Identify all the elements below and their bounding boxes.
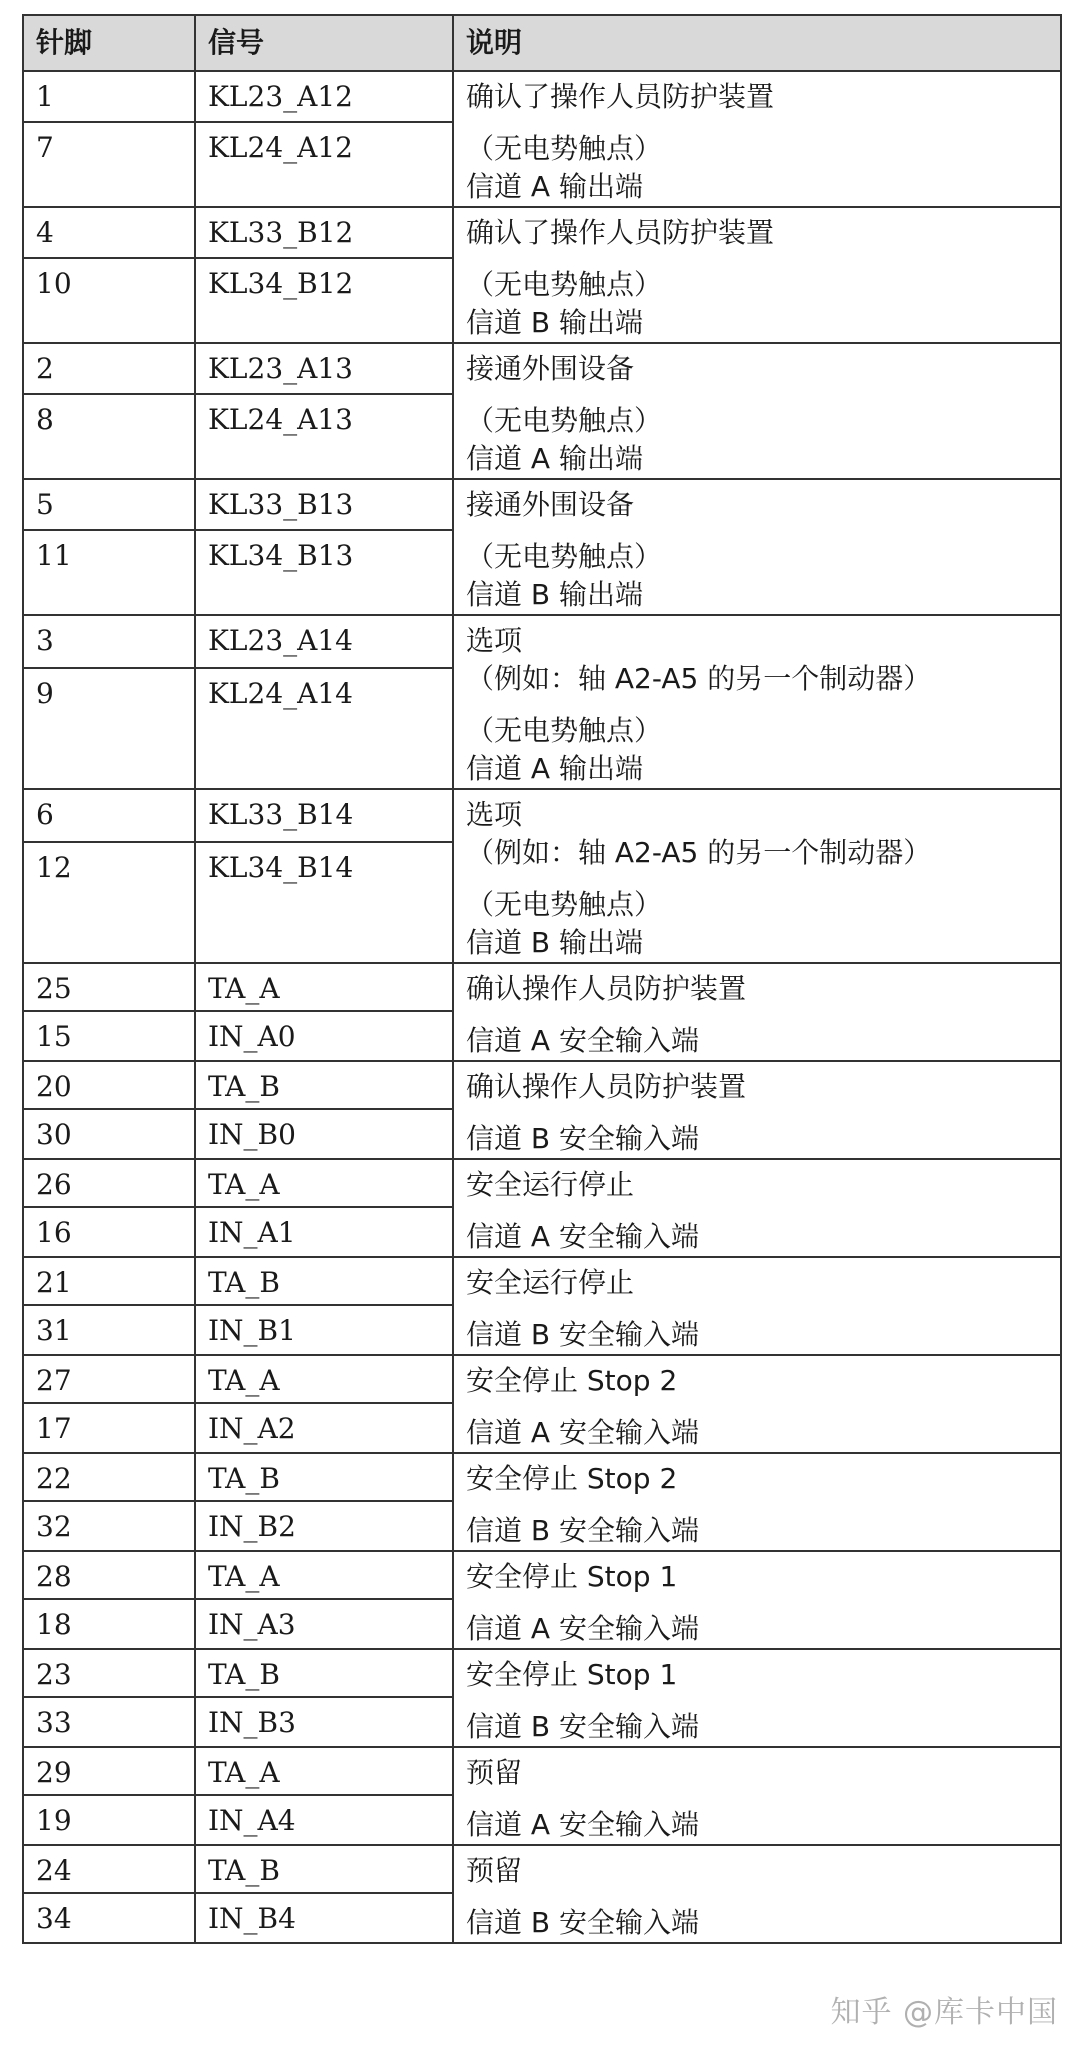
- pin-table: [22, 14, 1062, 1944]
- description-cell: [453, 1257, 1061, 1355]
- description-cell: [453, 343, 1061, 479]
- signal-cell: IN_B1: [195, 1305, 453, 1355]
- pin-table-body: [23, 71, 1061, 1943]
- signal-cell: KL33_B14: [195, 789, 453, 842]
- description-line: （无电势触点）: [466, 888, 663, 921]
- description-line: （例如：轴 A2-A5 的另一个制动器）: [466, 662, 932, 695]
- description-line: 接通外围设备: [466, 352, 635, 385]
- table-row: [23, 1453, 1061, 1501]
- table-row: [23, 1551, 1061, 1599]
- signal-cell: KL33_B12: [195, 207, 453, 258]
- description-line: （无电势触点）: [466, 132, 663, 165]
- table-row: [23, 71, 1061, 122]
- pin-cell: 28: [23, 1551, 195, 1599]
- description-line: 信道 A 安全输入端: [466, 1220, 699, 1253]
- pin-cell: 20: [23, 1061, 195, 1109]
- pin-cell: 4: [23, 207, 195, 258]
- description-gap: [466, 1302, 1048, 1316]
- description-line: 预留: [466, 1854, 523, 1887]
- description-cell: [453, 1845, 1061, 1943]
- description-gap: [466, 1400, 1048, 1414]
- description-cell: [453, 207, 1061, 343]
- signal-cell: IN_A0: [195, 1011, 453, 1061]
- pin-cell: 1: [23, 71, 195, 122]
- signal-cell: IN_B4: [195, 1893, 453, 1943]
- pin-cell: 10: [23, 258, 195, 343]
- pin-cell: 25: [23, 963, 195, 1011]
- table-row: [23, 615, 1061, 668]
- description-line: 预留: [466, 1756, 523, 1789]
- description-line: 信道 B 输出端: [466, 306, 644, 339]
- description-cell: [453, 479, 1061, 615]
- description-line: 信道 B 输出端: [466, 926, 644, 959]
- signal-cell: KL34_B14: [195, 842, 453, 963]
- description-line: 确认操作人员防护装置: [466, 1070, 747, 1103]
- pin-cell: 17: [23, 1403, 195, 1453]
- description-cell: [453, 1159, 1061, 1257]
- signal-cell: KL24_A13: [195, 394, 453, 479]
- pin-cell: 24: [23, 1845, 195, 1893]
- description-gap: [466, 524, 1048, 538]
- pin-cell: 23: [23, 1649, 195, 1697]
- pin-cell: 27: [23, 1355, 195, 1403]
- pin-cell: 30: [23, 1109, 195, 1159]
- description-line: 信道 A 安全输入端: [466, 1612, 699, 1645]
- signal-cell: TA_A: [195, 963, 453, 1011]
- description-gap: [466, 388, 1048, 402]
- pin-cell: 15: [23, 1011, 195, 1061]
- description-gap: [466, 1792, 1048, 1806]
- description-gap: [466, 872, 1048, 886]
- description-line: 信道 A 安全输入端: [466, 1808, 699, 1841]
- pin-cell: 19: [23, 1795, 195, 1845]
- description-line: 信道 A 安全输入端: [466, 1416, 699, 1449]
- description-gap: [466, 1204, 1048, 1218]
- pin-cell: 26: [23, 1159, 195, 1207]
- description-gap: [466, 1106, 1048, 1120]
- description-cell: [453, 1061, 1061, 1159]
- description-line: 信道 A 输出端: [466, 170, 643, 203]
- pin-cell: 33: [23, 1697, 195, 1747]
- description-cell: [453, 1747, 1061, 1845]
- description-line: 信道 B 安全输入端: [466, 1514, 700, 1547]
- table-row: [23, 1257, 1061, 1305]
- pin-cell: 5: [23, 479, 195, 530]
- description-line: （无电势触点）: [466, 714, 663, 747]
- description-cell: [453, 1649, 1061, 1747]
- description-line: 安全停止 Stop 1: [466, 1658, 678, 1691]
- table-row: [23, 1747, 1061, 1795]
- description-gap: [466, 1694, 1048, 1708]
- description-line: （无电势触点）: [466, 268, 663, 301]
- description-gap: [466, 116, 1048, 130]
- description-line: 信道 A 安全输入端: [466, 1024, 699, 1057]
- description-cell: [453, 615, 1061, 789]
- pin-cell: 12: [23, 842, 195, 963]
- description-line: 信道 A 输出端: [466, 442, 643, 475]
- header-description: 说明: [453, 15, 1061, 71]
- description-line: 选项: [466, 798, 523, 831]
- signal-cell: TA_B: [195, 1649, 453, 1697]
- description-line: 选项: [466, 624, 523, 657]
- description-line: 确认了操作人员防护装置: [466, 216, 775, 249]
- table-row: [23, 479, 1061, 530]
- header-signal: 信号: [195, 15, 453, 71]
- pin-cell: 7: [23, 122, 195, 207]
- signal-cell: TA_A: [195, 1747, 453, 1795]
- table-row: [23, 1159, 1061, 1207]
- signal-cell: IN_A3: [195, 1599, 453, 1649]
- description-line: 确认操作人员防护装置: [466, 972, 747, 1005]
- pin-cell: 8: [23, 394, 195, 479]
- description-line: （无电势触点）: [466, 540, 663, 573]
- description-line: 确认了操作人员防护装置: [466, 80, 775, 113]
- table-row: [23, 207, 1061, 258]
- signal-cell: TA_B: [195, 1061, 453, 1109]
- signal-cell: KL23_A12: [195, 71, 453, 122]
- description-line: 安全停止 Stop 2: [466, 1364, 678, 1397]
- table-row: [23, 1355, 1061, 1403]
- table-row: [23, 1061, 1061, 1109]
- signal-cell: IN_A2: [195, 1403, 453, 1453]
- pin-cell: 11: [23, 530, 195, 615]
- signal-cell: TA_A: [195, 1355, 453, 1403]
- signal-cell: TA_B: [195, 1453, 453, 1501]
- description-line: 信道 B 安全输入端: [466, 1710, 700, 1743]
- signal-cell: KL24_A14: [195, 668, 453, 789]
- description-line: （无电势触点）: [466, 404, 663, 437]
- watermark: 知乎 @库卡中国: [830, 1995, 1058, 2030]
- header-pin: 针脚: [23, 15, 195, 71]
- pin-cell: 21: [23, 1257, 195, 1305]
- pin-cell: 6: [23, 789, 195, 842]
- pin-cell: 9: [23, 668, 195, 789]
- description-cell: [453, 71, 1061, 207]
- signal-cell: KL34_B13: [195, 530, 453, 615]
- signal-cell: KL33_B13: [195, 479, 453, 530]
- description-line: 安全停止 Stop 2: [466, 1462, 678, 1495]
- pin-cell: 34: [23, 1893, 195, 1943]
- pin-cell: 3: [23, 615, 195, 668]
- description-line: 安全运行停止: [466, 1266, 635, 1299]
- signal-cell: TA_B: [195, 1257, 453, 1305]
- signal-cell: IN_B3: [195, 1697, 453, 1747]
- pin-cell: 31: [23, 1305, 195, 1355]
- signal-cell: KL23_A14: [195, 615, 453, 668]
- description-cell: [453, 1551, 1061, 1649]
- description-cell: [453, 963, 1061, 1061]
- description-cell: [453, 1355, 1061, 1453]
- description-line: （例如：轴 A2-A5 的另一个制动器）: [466, 836, 932, 869]
- pin-cell: 16: [23, 1207, 195, 1257]
- pin-cell: 32: [23, 1501, 195, 1551]
- description-line: 信道 B 安全输入端: [466, 1122, 700, 1155]
- pin-cell: 29: [23, 1747, 195, 1795]
- description-gap: [466, 698, 1048, 712]
- description-line: 接通外围设备: [466, 488, 635, 521]
- table-row: [23, 1845, 1061, 1893]
- description-line: 信道 B 安全输入端: [466, 1318, 700, 1351]
- description-cell: [453, 789, 1061, 963]
- pin-cell: 2: [23, 343, 195, 394]
- signal-cell: IN_A1: [195, 1207, 453, 1257]
- table-row: [23, 963, 1061, 1011]
- description-gap: [466, 252, 1048, 266]
- table-row: [23, 343, 1061, 394]
- pin-cell: 18: [23, 1599, 195, 1649]
- signal-cell: KL24_A12: [195, 122, 453, 207]
- signal-cell: IN_A4: [195, 1795, 453, 1845]
- pin-cell: 22: [23, 1453, 195, 1501]
- signal-cell: KL23_A13: [195, 343, 453, 394]
- description-gap: [466, 1890, 1048, 1904]
- description-gap: [466, 1498, 1048, 1512]
- description-line: 安全停止 Stop 1: [466, 1560, 678, 1593]
- description-line: 信道 B 输出端: [466, 578, 644, 611]
- signal-cell: IN_B2: [195, 1501, 453, 1551]
- description-gap: [466, 1008, 1048, 1022]
- description-line: 安全运行停止: [466, 1168, 635, 1201]
- description-cell: [453, 1453, 1061, 1551]
- description-line: 信道 A 输出端: [466, 752, 643, 785]
- description-gap: [466, 1596, 1048, 1610]
- signal-cell: TA_B: [195, 1845, 453, 1893]
- description-line: 信道 B 安全输入端: [466, 1906, 700, 1939]
- header-row: [23, 15, 1061, 71]
- signal-cell: KL34_B12: [195, 258, 453, 343]
- signal-cell: IN_B0: [195, 1109, 453, 1159]
- table-row: [23, 789, 1061, 842]
- signal-cell: TA_A: [195, 1551, 453, 1599]
- signal-cell: TA_A: [195, 1159, 453, 1207]
- table-row: [23, 1649, 1061, 1697]
